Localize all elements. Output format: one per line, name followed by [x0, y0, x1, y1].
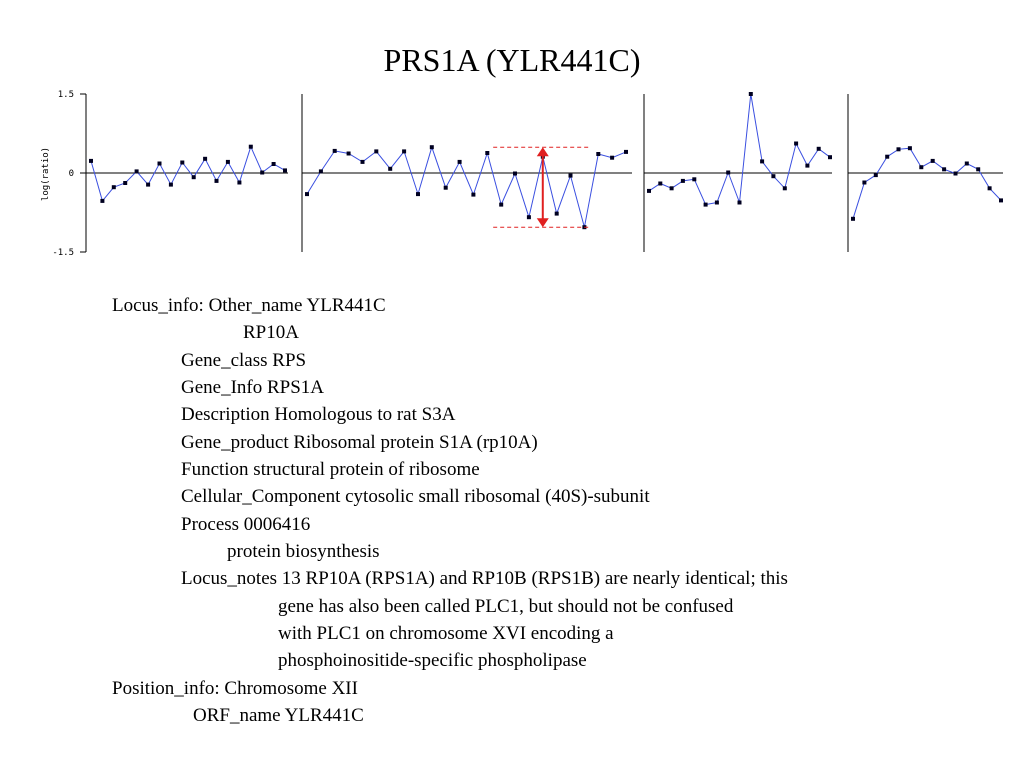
locus-notes-line-4: phosphoinositide-specific phospholipase: [278, 650, 587, 671]
position-info-line: Position_info: Chromosome XII: [112, 678, 358, 699]
data-point-3-1: [647, 189, 651, 193]
locus-notes-line-2: gene has also been called PLC1, but should not be confused: [278, 596, 734, 617]
data-point-2-23: [610, 156, 614, 160]
data-point-1-5: [135, 169, 139, 173]
data-point-1-6: [146, 183, 150, 187]
data-point-1-15: [249, 145, 253, 149]
range-arrow-head-down: [537, 218, 549, 227]
other-name-line: RP10A: [243, 322, 299, 343]
series-line-2: [307, 147, 626, 227]
data-point-4-6: [908, 146, 912, 150]
data-point-1-11: [203, 157, 207, 161]
data-point-4-4: [885, 155, 889, 159]
data-point-1-3: [112, 185, 116, 189]
orf-name-line: ORF_name YLR441C: [193, 705, 364, 726]
description-line: Description Homologous to rat S3A: [181, 404, 456, 425]
gene-info-line: Gene_Info RPS1A: [181, 377, 325, 398]
data-point-1-9: [180, 161, 184, 165]
data-point-2-10: [430, 145, 434, 149]
data-point-2-14: [485, 151, 489, 155]
series-line-1: [91, 147, 285, 201]
gene-product-line: Gene_product Ribosomal protein S1A (rp10A): [181, 432, 538, 453]
data-point-1-10: [192, 175, 196, 179]
data-point-3-9: [738, 201, 742, 205]
expression-chart: [0, 82, 1024, 262]
data-point-4-2: [862, 181, 866, 185]
process-name-line: protein biosynthesis: [227, 541, 380, 562]
data-point-2-4: [347, 152, 351, 156]
data-point-4-12: [976, 167, 980, 171]
data-point-2-17: [527, 215, 531, 219]
data-point-3-7: [715, 201, 719, 205]
data-point-3-6: [704, 203, 708, 207]
data-point-4-11: [965, 162, 969, 166]
data-point-4-9: [942, 167, 946, 171]
data-point-1-14: [237, 181, 241, 185]
data-point-2-5: [361, 160, 365, 164]
data-point-2-24: [624, 150, 628, 154]
data-point-1-17: [272, 162, 276, 166]
data-point-3-8: [726, 171, 730, 175]
data-point-4-3: [874, 173, 878, 177]
data-point-2-22: [596, 152, 600, 156]
data-point-1-7: [158, 162, 162, 166]
cellular-component-line: Cellular_Component cytosolic small ribosomal (40S)-subunit: [181, 486, 650, 507]
data-point-1-8: [169, 183, 173, 187]
data-point-3-13: [783, 186, 787, 190]
data-point-2-6: [374, 149, 378, 153]
data-point-4-14: [999, 198, 1003, 202]
data-point-4-1: [851, 217, 855, 221]
data-point-2-2: [319, 169, 323, 173]
data-point-3-10: [749, 92, 753, 96]
data-point-4-7: [919, 165, 923, 169]
y-axis-label: log(ratio): [41, 146, 51, 202]
data-point-2-12: [458, 160, 462, 164]
data-point-2-11: [444, 186, 448, 190]
data-point-3-17: [828, 155, 832, 159]
data-point-3-15: [805, 164, 809, 168]
data-point-4-13: [988, 186, 992, 190]
data-point-1-12: [215, 179, 219, 183]
data-point-2-15: [499, 203, 503, 207]
data-point-1-4: [123, 181, 127, 185]
data-point-4-8: [931, 159, 935, 163]
data-point-3-16: [817, 147, 821, 151]
y-tick-bottom: -1.5: [52, 248, 74, 258]
series-line-4: [853, 148, 1001, 219]
data-point-2-13: [471, 193, 475, 197]
gene-class-line: Gene_class RPS: [181, 350, 307, 371]
slide-title: PRS1A (YLR441C): [383, 42, 641, 78]
range-arrow-head-up: [537, 147, 549, 156]
process-line: Process 0006416: [181, 514, 311, 535]
y-tick-zero: 0: [68, 169, 74, 179]
data-point-1-13: [226, 160, 230, 164]
data-point-3-11: [760, 159, 764, 163]
data-point-2-8: [402, 149, 406, 153]
data-point-3-12: [771, 174, 775, 178]
locus-info-line: Locus_info: Other_name YLR441C: [112, 295, 386, 316]
data-point-3-2: [658, 182, 662, 186]
data-point-1-16: [260, 171, 264, 175]
data-point-2-7: [388, 167, 392, 171]
data-point-1-2: [100, 199, 104, 203]
data-point-2-1: [305, 192, 309, 196]
data-point-2-19: [555, 212, 559, 216]
data-point-3-4: [681, 179, 685, 183]
data-point-3-3: [670, 186, 674, 190]
series-line-3: [649, 94, 830, 205]
data-point-4-5: [897, 147, 901, 151]
data-point-3-14: [794, 142, 798, 146]
function-line: Function structural protein of ribosome: [181, 459, 480, 480]
locus-notes-line-3: with PLC1 on chromosome XVI encoding a: [278, 623, 614, 644]
data-point-4-10: [954, 172, 958, 176]
data-point-1-18: [283, 168, 287, 172]
data-point-1-1: [89, 159, 93, 163]
data-point-2-20: [569, 174, 573, 178]
data-point-2-9: [416, 192, 420, 196]
locus-notes-line: Locus_notes 13 RP10A (RPS1A) and RP10B (RPS1B) are nearly identical; this: [181, 568, 788, 589]
y-tick-top: 1.5: [57, 90, 74, 100]
data-point-3-5: [692, 177, 696, 181]
data-point-2-3: [333, 149, 337, 153]
data-point-2-16: [513, 172, 517, 176]
